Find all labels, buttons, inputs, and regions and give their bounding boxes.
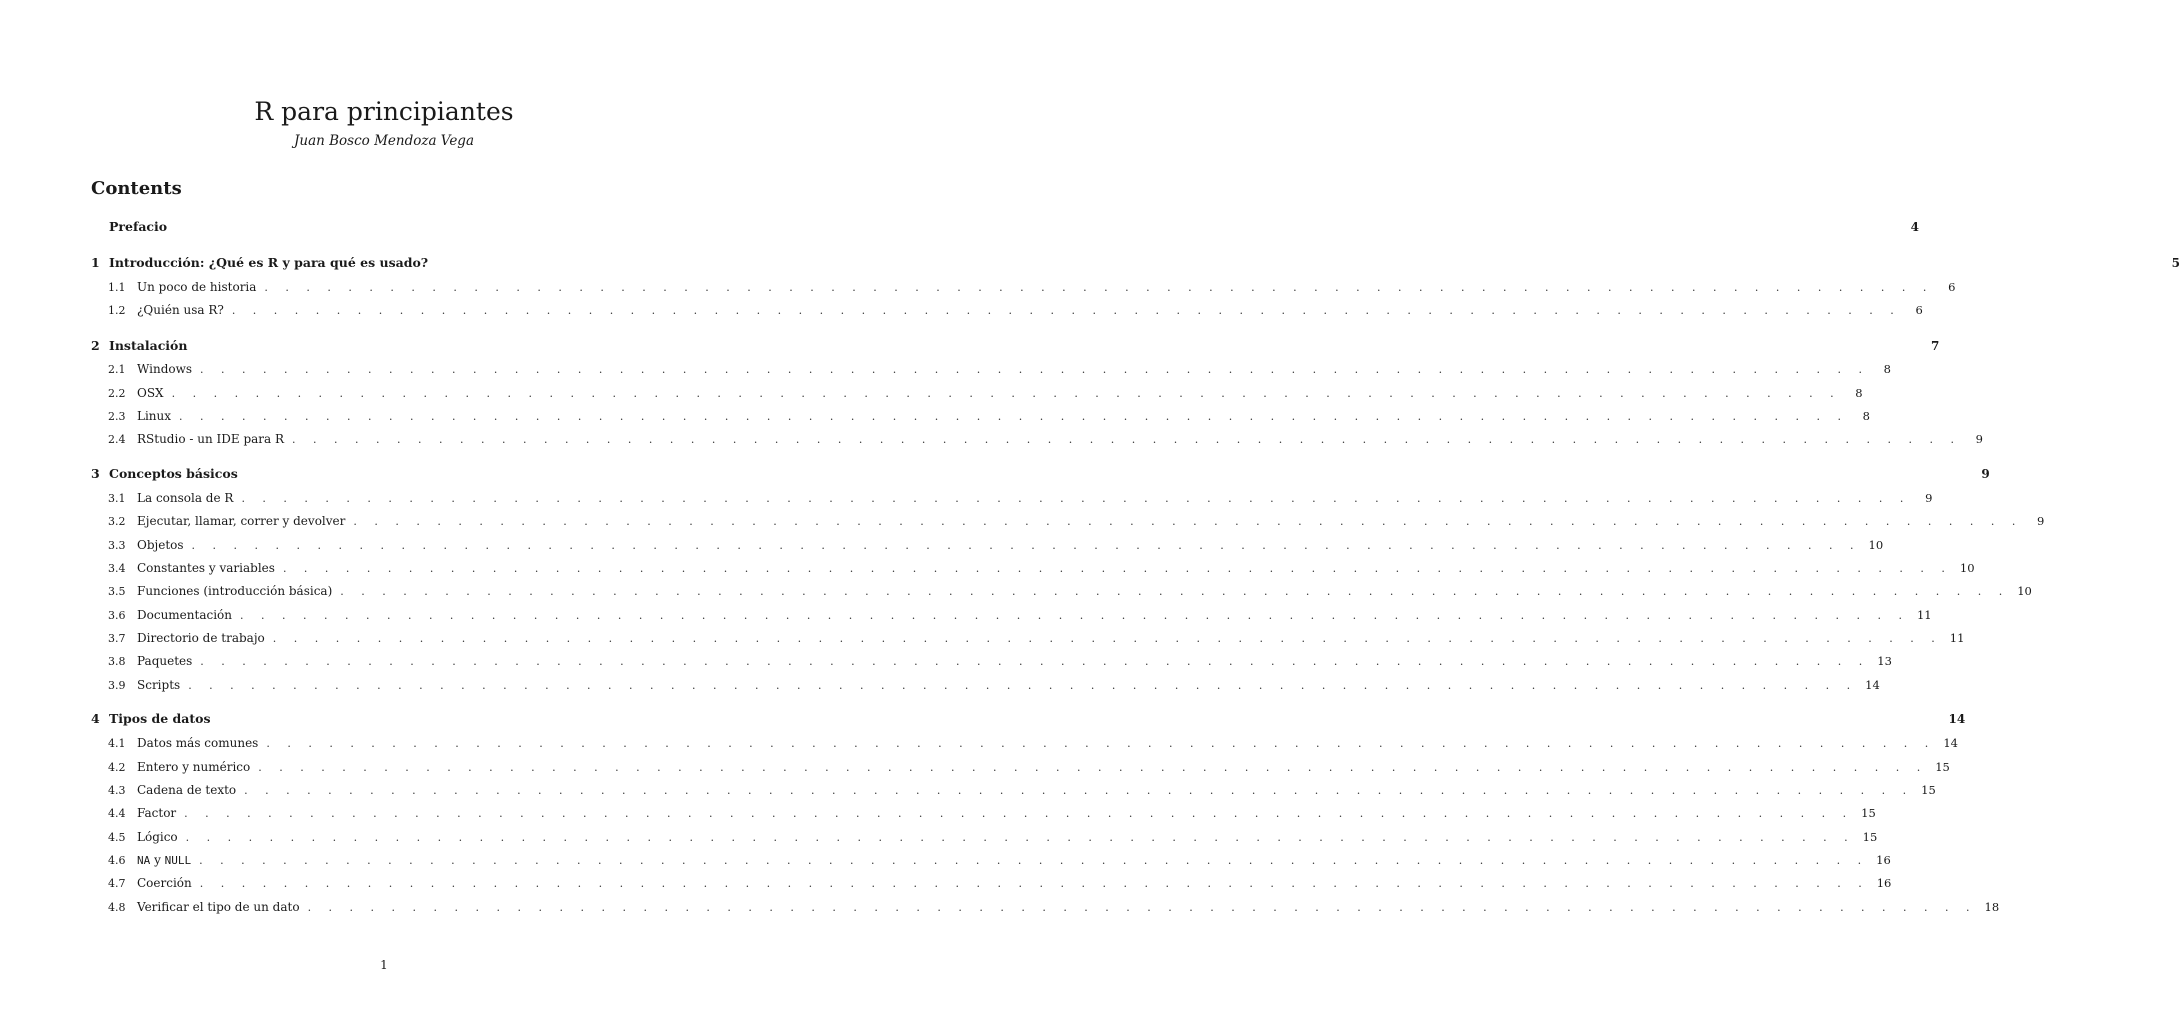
toc-section-entry[interactable] — [91, 874, 1892, 892]
toc-chapter-entry[interactable] — [91, 710, 1966, 728]
dot-leader: . . . . . . . . . . . . . . . . . . . . . . . . . . . . . . . . . . . . . . . . . . . . . . . . . . . . . . . . . . . . . . . . . . . . . . . . . . . . . . . . — [241, 492, 1911, 505]
toc-entry-title: Funciones (introducción básica) — [137, 584, 333, 598]
toc-entry-title: Windows — [137, 362, 193, 376]
toc-section-entry[interactable] — [91, 629, 1965, 647]
toc-entry-page: 10 — [2017, 584, 2032, 598]
toc-entry-number: 4.1 — [108, 737, 126, 750]
toc-section-entry[interactable] — [91, 652, 1892, 670]
toc-entry-number: 3.4 — [108, 562, 126, 575]
toc-entry-page: 6 — [1915, 303, 1923, 317]
toc-entry-page: 10 — [1959, 561, 1975, 575]
toc-entry-number: 1.1 — [108, 281, 126, 294]
toc-entry-number: 4.8 — [108, 901, 126, 914]
toc-entry-title: Documentación — [137, 608, 232, 622]
toc-entry-title: Un poco de historia — [137, 280, 257, 294]
toc-section-entry[interactable] — [91, 676, 1880, 694]
dot-leader: . . . . . . . . . . . . . . . . . . . . . . . . . . . . . . . . . . . . . . . . . . . . . . . . . . . . . . . . . . . . . . . . . . . . . . . . . . . . . . . . — [171, 387, 1841, 400]
toc-entry-title: Objetos — [137, 538, 184, 552]
toc-entry-title: La consola de R — [137, 491, 234, 505]
toc-section-entry[interactable] — [91, 851, 1891, 869]
toc-entry-number: 1 — [91, 255, 100, 270]
code-term: NULL — [164, 854, 192, 867]
title-text: y — [150, 853, 165, 867]
dot-leader: . . . . . . . . . . . . . . . . . . . . . . . . . . . . . . . . . . . . . . . . . . . . . . . . . . . . . . . . . . . . . . . . . . . . . . . . . . . . . . . . — [292, 433, 1961, 446]
toc-entry-title: Ejecutar, llamar, correr y devolver — [137, 514, 346, 528]
dot-leader: . . . . . . . . . . . . . . . . . . . . . . . . . . . . . . . . . . . . . . . . . . . . . . . . . . . . . . . . . . . . . . . . . . . . . . . . . . . . . . . . — [231, 304, 1901, 317]
toc-entry-page: 5 — [2171, 256, 2180, 270]
code-term: NA — [137, 854, 151, 867]
toc-entry-page: 9 — [1981, 467, 1990, 481]
dot-leader: . . . . . . . . . . . . . . . . . . . . . . . . . . . . . . . . . . . . . . . . . . . . . . . . . . . . . . . . . . . . . . . . . . . . . . . . . . . . . . . . — [179, 410, 1848, 423]
toc-entry-number: 2.4 — [108, 433, 126, 446]
toc-entry-title: Entero y numérico — [137, 760, 251, 774]
toc-entry-title: Paquetes — [137, 654, 193, 668]
toc-chapter-entry[interactable] — [91, 218, 1920, 236]
toc-section-entry[interactable] — [91, 407, 1870, 425]
toc-entry-page: 8 — [1883, 362, 1891, 376]
toc-chapter-entry[interactable] — [91, 337, 1940, 355]
toc-entry-page: 16 — [1876, 853, 1891, 867]
toc-entry-page: 14 — [1943, 736, 1958, 750]
toc-entry-title: Linux — [137, 409, 172, 423]
dot-leader: . . . . . . . . . . . . . . . . . . . . . . . . . . . . . . . . . . . . . . . . . . . . . . . . . . . . . . . . . . . . . . . . . . . . . . . . . . . . . . . . — [340, 585, 2010, 598]
toc-entry-title: Directorio de trabajo — [137, 631, 265, 645]
toc-entry-number: 3 — [91, 466, 100, 481]
toc-entry-number: 3.3 — [108, 539, 126, 552]
toc-entry-title — [137, 851, 191, 870]
toc-section-entry[interactable] — [91, 781, 1936, 799]
toc-entry-page: 8 — [1855, 386, 1863, 400]
toc-entry-page: 9 — [2037, 514, 2045, 528]
document-title: R para principiantes — [254, 97, 514, 126]
toc-entry-title: Instalación — [109, 338, 188, 353]
dot-leader: . . . . . . . . . . . . . . . . . . . . . . . . . . . . . . . . . . . . . . . . . . . . . . . . . . . . . . . . . . . . . . . . . . . . . . . . . . . . . . . . — [191, 539, 1861, 552]
toc-entry-page: 9 — [1975, 432, 1983, 446]
toc-entry-number: 2.1 — [108, 363, 126, 376]
dot-leader: . . . . . . . . . . . . . . . . . . . . . . . . . . . . . . . . . . . . . . . . . . . . . . . . . . . . . . . . . . . . . . . . . . . . . . . . . . . . . . . . — [264, 281, 1934, 294]
dot-leader: . . . . . . . . . . . . . . . . . . . . . . . . . . . . . . . . . . . . . . . . . . . . . . . . . . . . . . . . . . . . . . . . . . . . . . . . . . . . . . . . — [199, 877, 1869, 890]
toc-entry-title: Constantes y variables — [137, 561, 275, 575]
toc-entry-page: 15 — [1861, 806, 1876, 820]
toc-entry-page: 18 — [1984, 900, 2000, 914]
toc-chapter-entry[interactable] — [91, 465, 1990, 483]
toc-entry-title: Tipos de datos — [109, 711, 211, 726]
toc-entry-page: 9 — [1925, 491, 1933, 505]
dot-leader: . . . . . . . . . . . . . . . . . . . . . . . . . . . . . . . . . . . . . . . . . . . . . . . . . . . . . . . . . . . . . . . . . . . . . . . . . . . . . . . . — [244, 784, 1914, 797]
page-number: 1 — [380, 958, 388, 972]
toc-section-entry[interactable] — [91, 606, 1932, 624]
toc-entry-title: Conceptos básicos — [109, 466, 238, 481]
toc-entry-page: 15 — [1935, 760, 1950, 774]
toc-entry-title: Introducción: ¿Qué es R y para qué es usado? — [109, 255, 429, 270]
toc-entry-title: Lógico — [137, 830, 178, 844]
dot-leader: . . . . . . . . . . . . . . . . . . . . . . . . . . . . . . . . . . . . . . . . . . . . . . . . . . . . . . . . . . . . . . . . . . . . . . . . . . . . . . . . — [282, 562, 1952, 575]
toc-entry-number: 3.2 — [108, 515, 126, 528]
toc-entry-page: 10 — [1868, 538, 1884, 552]
toc-entry-number: 2.2 — [108, 387, 126, 400]
toc-entry-title: Scripts — [137, 678, 181, 692]
toc-entry-title: Datos más comunes — [137, 736, 259, 750]
toc-section-entry[interactable] — [91, 430, 1983, 448]
toc-section-entry[interactable] — [91, 489, 1933, 507]
toc-section-entry[interactable] — [91, 512, 2045, 530]
toc-entry-number: 3.5 — [108, 585, 126, 598]
toc-section-entry[interactable] — [91, 559, 1975, 577]
toc-entry-number: 4.6 — [108, 854, 126, 867]
toc-section-entry[interactable] — [91, 536, 1884, 554]
toc-section-entry[interactable] — [91, 582, 2032, 600]
toc-entry-page: 13 — [1877, 654, 1892, 668]
toc-entry-page: 6 — [1948, 280, 1956, 294]
toc-entry-title: Cadena de texto — [137, 783, 237, 797]
dot-leader: . . . . . . . . . . . . . . . . . . . . . . . . . . . . . . . . . . . . . . . . . . . . . . . . . . . . . . . . . . . . . . . . . . . . . . . . . . . . . . . . — [258, 761, 1928, 774]
toc-entry-number: 2.3 — [108, 410, 126, 423]
dot-leader: . . . . . . . . . . . . . . . . . . . . . . . . . . . . . . . . . . . . . . . . . . . . . . . . . . . . . . . . . . . . . . . . . . . . . . . . . . . . . . . . — [200, 363, 1869, 376]
toc-entry-title: Verificar el tipo de un dato — [137, 900, 300, 914]
toc-entry-number: 3.1 — [108, 492, 126, 505]
toc-entry-page: 11 — [1916, 608, 1932, 622]
toc-entry-title: Prefacio — [109, 219, 168, 234]
toc-entry-title: Coerción — [137, 876, 192, 890]
toc-entry-number: 1.2 — [108, 304, 126, 317]
toc-entry-number: 4.4 — [108, 807, 126, 820]
document-author: Juan Bosco Mendoza Vega — [293, 133, 474, 149]
dot-leader: . . . . . . . . . . . . . . . . . . . . . . . . . . . . . . . . . . . . . . . . . . . . . . . . . . . . . . . . . . . . . . . . . . . . . . . . . . . . . . . . — [188, 679, 1858, 692]
dot-leader: . . . . . . . . . . . . . . . . . . . . . . . . . . . . . . . . . . . . . . . . . . . . . . . . . . . . . . . . . . . . . . . . . . . . . . . . . . . . . . . . — [266, 737, 1936, 750]
toc-chapter-entry[interactable] — [91, 254, 2180, 272]
toc-entry-title: ¿Quién usa R? — [137, 303, 224, 317]
toc-entry-title: RStudio - un IDE para R — [137, 432, 285, 446]
toc-section-entry[interactable] — [91, 278, 1956, 296]
dot-leader: . . . . . . . . . . . . . . . . . . . . . . . . . . . . . . . . . . . . . . . . . . . . . . . . . . . . . . . . . . . . . . . . . . . . . . . . . . . . . . . . — [272, 632, 1942, 645]
dot-leader: . . . . . . . . . . . . . . . . . . . . . . . . . . . . . . . . . . . . . . . . . . . . . . . . . . . . . . . . . . . . . . . . . . . . . . . . . . . . . . . . — [200, 655, 1870, 668]
dot-leader: . . . . . . . . . . . . . . . . . . . . . . . . . . . . . . . . . . . . . . . . . . . . . . . . . . . . . . . . . . . . . . . . . . . . . . . . . . . . . . . . — [353, 515, 2023, 528]
toc-entry-number: 4.5 — [108, 831, 126, 844]
toc-entry-page: 15 — [1862, 830, 1878, 844]
dot-leader: . . . . . . . . . . . . . . . . . . . . . . . . . . . . . . . . . . . . . . . . . . . . . . . . . . . . . . . . . . . . . . . . . . . . . . . . . . . . . . . . — [307, 901, 1977, 914]
toc-section-entry[interactable] — [91, 734, 1958, 752]
toc-entry-title: Factor — [137, 806, 177, 820]
toc-entry-page: 4 — [1910, 220, 1920, 234]
toc-section-entry[interactable] — [91, 804, 1876, 822]
toc-entry-number: 3.9 — [108, 679, 126, 692]
toc-entry-number: 3.7 — [108, 632, 126, 645]
toc-entry-page: 15 — [1921, 783, 1936, 797]
toc-entry-number: 4.7 — [108, 877, 126, 890]
toc-entry-page: 14 — [1865, 678, 1880, 692]
dot-leader: . . . . . . . . . . . . . . . . . . . . . . . . . . . . . . . . . . . . . . . . . . . . . . . . . . . . . . . . . . . . . . . . . . . . . . . . . . . . . . . . — [185, 831, 1855, 844]
toc-entry-number: 3.6 — [108, 609, 126, 622]
toc-entry-page: 7 — [1931, 339, 1940, 353]
dot-leader: . . . . . . . . . . . . . . . . . . . . . . . . . . . . . . . . . . . . . . . . . . . . . . . . . . . . . . . . . . . . . . . . . . . . . . . . . . . . . . . . — [240, 609, 1909, 622]
toc-entry-number: 3.8 — [108, 655, 126, 668]
toc-entry-page: 16 — [1876, 876, 1892, 890]
toc-entry-title: OSX — [137, 386, 164, 400]
dot-leader: . . . . . . . . . . . . . . . . . . . . . . . . . . . . . . . . . . . . . . . . . . . . . . . . . . . . . . . . . . . . . . . . . . . . . . . . . . . . . . . . — [199, 854, 1869, 867]
toc-section-entry[interactable] — [91, 384, 1863, 402]
toc-entry-page: 8 — [1862, 409, 1870, 423]
toc-entry-number: 4.2 — [108, 761, 126, 774]
toc-entry-number: 4 — [91, 711, 100, 726]
toc-section-entry[interactable] — [91, 360, 1891, 378]
toc-section-entry[interactable] — [91, 898, 2000, 916]
toc-section-entry[interactable] — [91, 301, 1923, 319]
toc-section-entry[interactable] — [91, 828, 1878, 846]
toc-entry-page: 11 — [1949, 631, 1965, 645]
toc-entry-number: 2 — [91, 338, 100, 353]
toc-entry-page: 14 — [1948, 712, 1966, 726]
toc-section-entry[interactable] — [91, 758, 1950, 776]
contents-heading: Contents — [91, 178, 182, 199]
toc-entry-number: 4.3 — [108, 784, 126, 797]
dot-leader: . . . . . . . . . . . . . . . . . . . . . . . . . . . . . . . . . . . . . . . . . . . . . . . . . . . . . . . . . . . . . . . . . . . . . . . . . . . . . . . . — [184, 807, 1854, 820]
